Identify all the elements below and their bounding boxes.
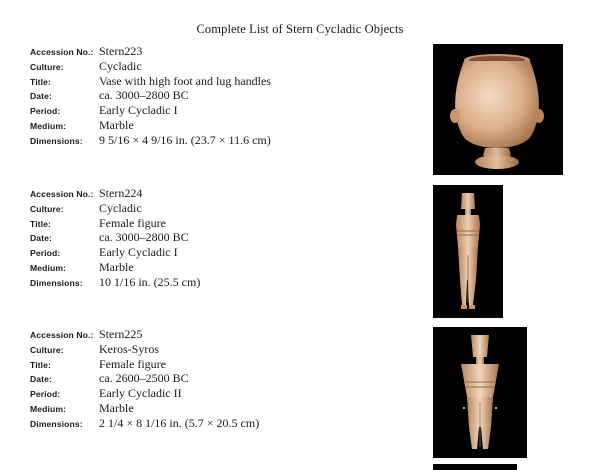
dimensions-value: 2 1/4 × 8 1/16 in. (5.7 × 20.5 cm): [99, 415, 260, 430]
accession-label: Accession No.:: [30, 189, 94, 199]
culture-value: Cycladic: [99, 58, 142, 73]
title-label: Title:: [30, 76, 51, 87]
medium-row: [30, 260, 430, 275]
period-row: [30, 245, 430, 260]
accession-label: Accession No.:: [30, 330, 94, 340]
date-row: [30, 88, 430, 103]
dimensions-label: Dimensions:: [30, 277, 83, 288]
title-row: [30, 216, 430, 231]
date-row: [30, 230, 430, 245]
culture-row: [30, 201, 430, 216]
accession-label: Accession No.:: [30, 47, 94, 57]
dimensions-value: 9 5/16 × 4 9/16 in. (23.7 × 11.6 cm): [99, 132, 271, 147]
cropped-next-photo-edge: [433, 464, 517, 470]
accession-row: [30, 44, 430, 59]
title-label: Title:: [30, 218, 51, 229]
date-label: Date:: [30, 91, 52, 102]
title-row: [30, 74, 430, 89]
object-record-stern224: [30, 186, 430, 290]
period-value: Early Cycladic I: [99, 245, 178, 260]
medium-label: Medium:: [30, 262, 67, 273]
medium-value: Marble: [99, 117, 134, 132]
culture-label: Culture:: [30, 61, 64, 72]
date-value: ca. 3000–2800 BC: [99, 230, 189, 245]
medium-label: Medium:: [30, 120, 67, 131]
medium-row: [30, 401, 430, 416]
culture-label: Culture:: [30, 344, 64, 355]
title-row: [30, 357, 430, 372]
date-value: ca. 2600–2500 BC: [99, 371, 189, 386]
medium-label: Medium:: [30, 403, 67, 414]
accession-row: [30, 186, 430, 201]
culture-label: Culture:: [30, 203, 64, 214]
marble-vase-image: [433, 44, 563, 175]
dimensions-row: [30, 416, 430, 431]
period-label: Period:: [30, 389, 61, 400]
culture-value: Keros-Syros: [99, 341, 159, 356]
title-label: Title:: [30, 359, 51, 370]
accession-value: Stern225: [99, 327, 143, 341]
dimensions-value: 10 1/16 in. (25.5 cm): [99, 274, 201, 289]
dimensions-row: [30, 275, 430, 290]
date-row: [30, 371, 430, 386]
vase-photo: [433, 44, 563, 175]
medium-value: Marble: [99, 259, 134, 274]
accession-value: Stern224: [99, 186, 143, 200]
dimensions-label: Dimensions:: [30, 418, 83, 429]
culture-row: [30, 342, 430, 357]
document-title: Complete List of Stern Cycladic Objects: [196, 22, 404, 36]
date-label: Date:: [30, 374, 52, 385]
date-value: ca. 3000–2800 BC: [99, 88, 189, 103]
accession-value: Stern223: [99, 44, 143, 58]
period-row: [30, 386, 430, 401]
culture-row: [30, 59, 430, 74]
dimensions-row: [30, 133, 430, 148]
keros-syros-figure-image: [433, 327, 527, 458]
title-value: Female figure: [99, 215, 166, 230]
title-value: Vase with high foot and lug handles: [99, 73, 271, 88]
period-label: Period:: [30, 106, 61, 117]
female-figure-photo: [433, 185, 503, 318]
keros-syros-figure-photo: [433, 327, 527, 458]
female-figure-image: [433, 185, 503, 318]
culture-value: Cycladic: [99, 200, 142, 215]
period-value: Early Cycladic II: [99, 386, 182, 401]
object-record-stern223: [30, 44, 430, 148]
period-label: Period:: [30, 248, 61, 259]
date-label: Date:: [30, 233, 52, 244]
dimensions-label: Dimensions:: [30, 135, 83, 146]
medium-value: Marble: [99, 400, 134, 415]
object-record-stern225: [30, 327, 430, 431]
period-row: [30, 103, 430, 118]
period-value: Early Cycladic I: [99, 103, 178, 118]
accession-row: [30, 327, 430, 342]
medium-row: [30, 118, 430, 133]
title-value: Female figure: [99, 356, 166, 371]
